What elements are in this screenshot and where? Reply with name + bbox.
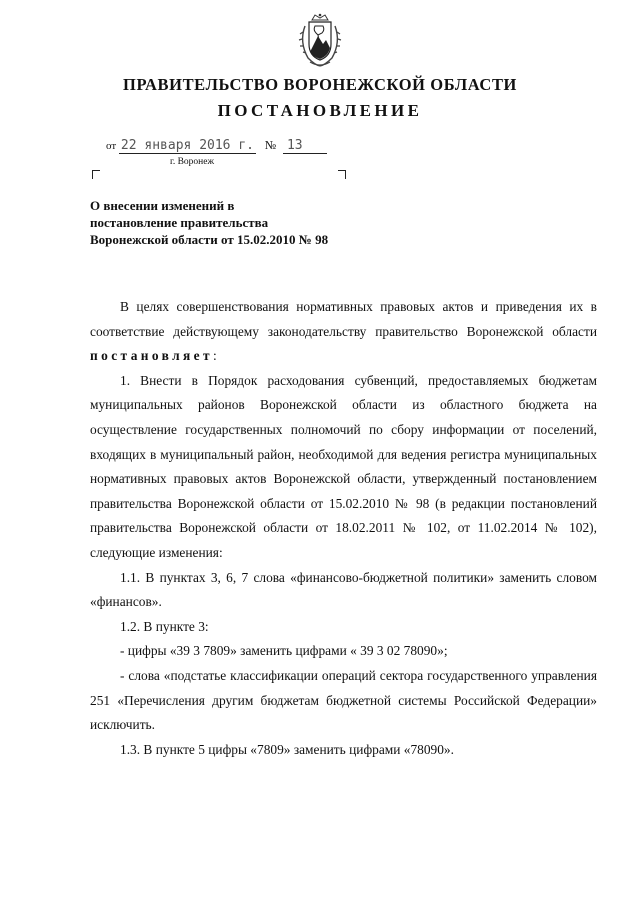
paragraph-item-1: 1. Внести в Порядок расходования субвенций, предоставляемых бюджетам муниципальных районов Воронежской области из областного бюджета на осуществление государственных полномочий по сбору информации от поселений, входящих в муниципальный район, необходимой для ведения регистра муниципальных нормативных правовых актов Воронежской области, утвержденный постановлением правительства Воронежской области от 15.02.2010 № 98 (в редакции постановлений правительства Воронежской области от 18.02.2011 № 102, от 11.02.2014 № 102), следующие изменения: [90, 372, 597, 560]
date-line [106, 138, 327, 154]
government-title: ПРАВИТЕЛЬСТВО ВОРОНЕЖСКОЙ ОБЛАСТИ [123, 75, 517, 94]
decree-colon: : [213, 348, 217, 364]
paragraph-item-1-1: 1.1. В пунктах 3, 6, 7 слова «финансово-бюджетной политики» заменить словом «финансов». [90, 569, 597, 610]
document-type: ПОСТАНОВЛЕНИЕ [217, 101, 423, 120]
coat-of-arms-icon [295, 12, 345, 68]
paragraph-item-1-2-b: - слова «подстатье классификации операций сектора государственного управления 251 «Перечисления другим бюджетам бюджетной системы Российской Федерации» исключить. [90, 667, 597, 733]
subject-line: постановление правительства [90, 215, 269, 230]
paragraph-item-1-2-a: - цифры «39 3 7809» заменить цифрами « 39 3 02 78090»; [120, 643, 448, 659]
document-body [90, 295, 597, 762]
subject-line: О внесении изменений в [90, 198, 235, 213]
date-value: 22 января 2016 г. [120, 138, 254, 153]
corner-bracket-left [92, 170, 100, 179]
corner-bracket-right [338, 170, 346, 179]
decree-word: постановляет [90, 348, 214, 364]
preamble-text: В целях совершенствования нормативных правовых актов и приведения их в соответствие действующему законодательству правительство Воронежской области [90, 299, 597, 339]
preamble-paragraph [90, 295, 597, 369]
subject-line: Воронежской области от 15.02.2010 № 98 [90, 232, 329, 247]
paragraph-item-1-3: 1.3. В пункте 5 цифры «7809» заменить цифрами «78090». [120, 741, 454, 757]
city-label: г. Воронеж [170, 157, 215, 167]
number-value: 13 [283, 139, 327, 154]
document-subject [90, 197, 328, 248]
paragraph-item-1-2: 1.2. В пункте 3: [120, 618, 209, 634]
number-prefix: № [264, 138, 277, 152]
date-prefix: от [106, 140, 117, 152]
